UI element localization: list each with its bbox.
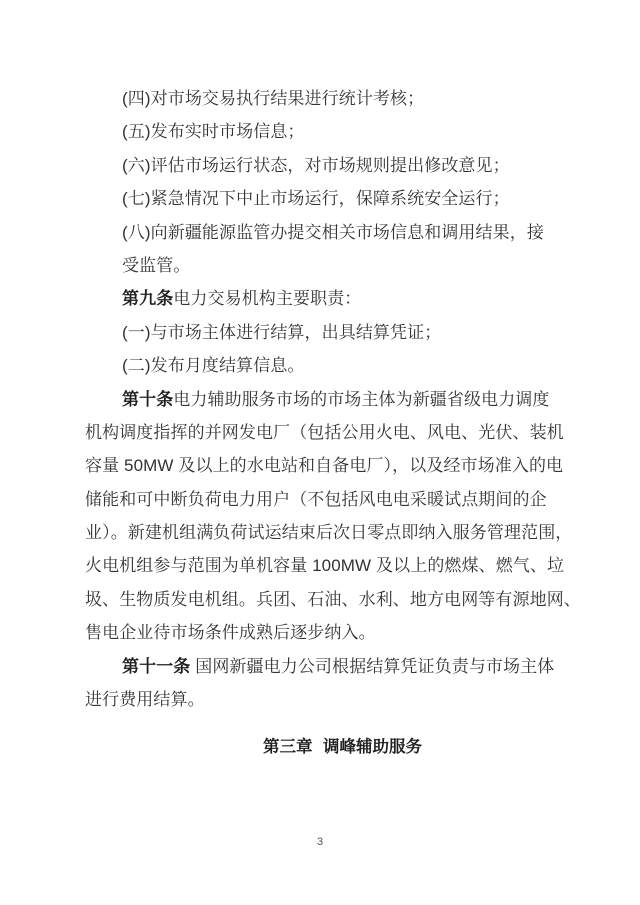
article-10-continued (85, 583, 581, 616)
line-text: 进行费用结算。 (85, 690, 205, 710)
article-10-continued (85, 449, 564, 482)
list-item-2 (85, 349, 561, 382)
article-11-line (85, 650, 561, 683)
article-10-continued (85, 416, 564, 449)
chapter-heading: 第三章 调峰辅助服务 (262, 738, 423, 757)
list-item-1 (85, 316, 561, 349)
line-text: 受监管。 (122, 255, 191, 275)
line-text: 圾、生物质发电机组。兵团、石油、水利、地方电网等有源地网、 (85, 589, 581, 609)
list-item-5 (85, 115, 561, 148)
list-item-8 (85, 216, 561, 249)
article-9-line (85, 282, 561, 315)
article-10-continued (85, 616, 561, 649)
line-text: (六)评估市场运行状态，对市场规则提出修改意见； (122, 155, 510, 175)
line-text: 电力辅助服务市场的市场主体为新疆省级电力调度 (173, 389, 550, 409)
article-11-continued (85, 683, 561, 716)
line-text: (四)对市场交易执行结果进行统计考核； (122, 89, 425, 108)
list-item-6 (85, 149, 561, 182)
article-10-continued (85, 483, 561, 516)
line-text: 售电企业待市场条件成熟后逐步纳入。 (85, 623, 376, 643)
line-text: 电力交易机构主要职责： (173, 289, 362, 309)
line-text: (七)紧急情况下中止市场运行，保障系统安全运行； (122, 189, 510, 209)
line-text: (八)向新疆能源监管办提交相关市场信息和调用结果，接 (122, 222, 544, 242)
article-10-line (85, 383, 561, 416)
list-item-4 (85, 82, 561, 115)
line-text: 容量 50MW 及以上的水电站和自备电厂），以及经市场准入的电 (85, 456, 564, 476)
page-number: 3 (316, 836, 324, 848)
line-text: 机构调度指挥的并网发电厂（包括公用火电、风电、光伏、装机 (85, 422, 564, 442)
line-text: (五)发布实时市场信息； (122, 122, 305, 142)
article-10-continued (85, 549, 565, 582)
article-number: 第十一条 (122, 656, 191, 676)
article-10-continued (85, 516, 573, 549)
line-text: 业）。新建机组满负荷试运结束后次日零点即纳入服务管理范围， (85, 523, 573, 543)
list-item-8-continued (85, 249, 561, 282)
article-number: 第十条 (122, 389, 174, 409)
document-body (85, 82, 581, 764)
line-text: 储能和可中断负荷电力用户（不包括风电电采暖试点期间的企 (85, 489, 547, 509)
line-text: (二)发布月度结算信息。 (122, 356, 305, 376)
list-item-7 (85, 182, 561, 215)
line-text: 火电机组参与范围为单机容量 100MW 及以上的燃煤、燃气、垃 (85, 556, 565, 576)
line-text: (一)与市场主体进行结算，出具结算凭证； (122, 322, 442, 342)
line-text: 国网新疆电力公司根据结算凭证负责与市场主体 (190, 656, 555, 676)
article-number: 第九条 (122, 289, 174, 309)
